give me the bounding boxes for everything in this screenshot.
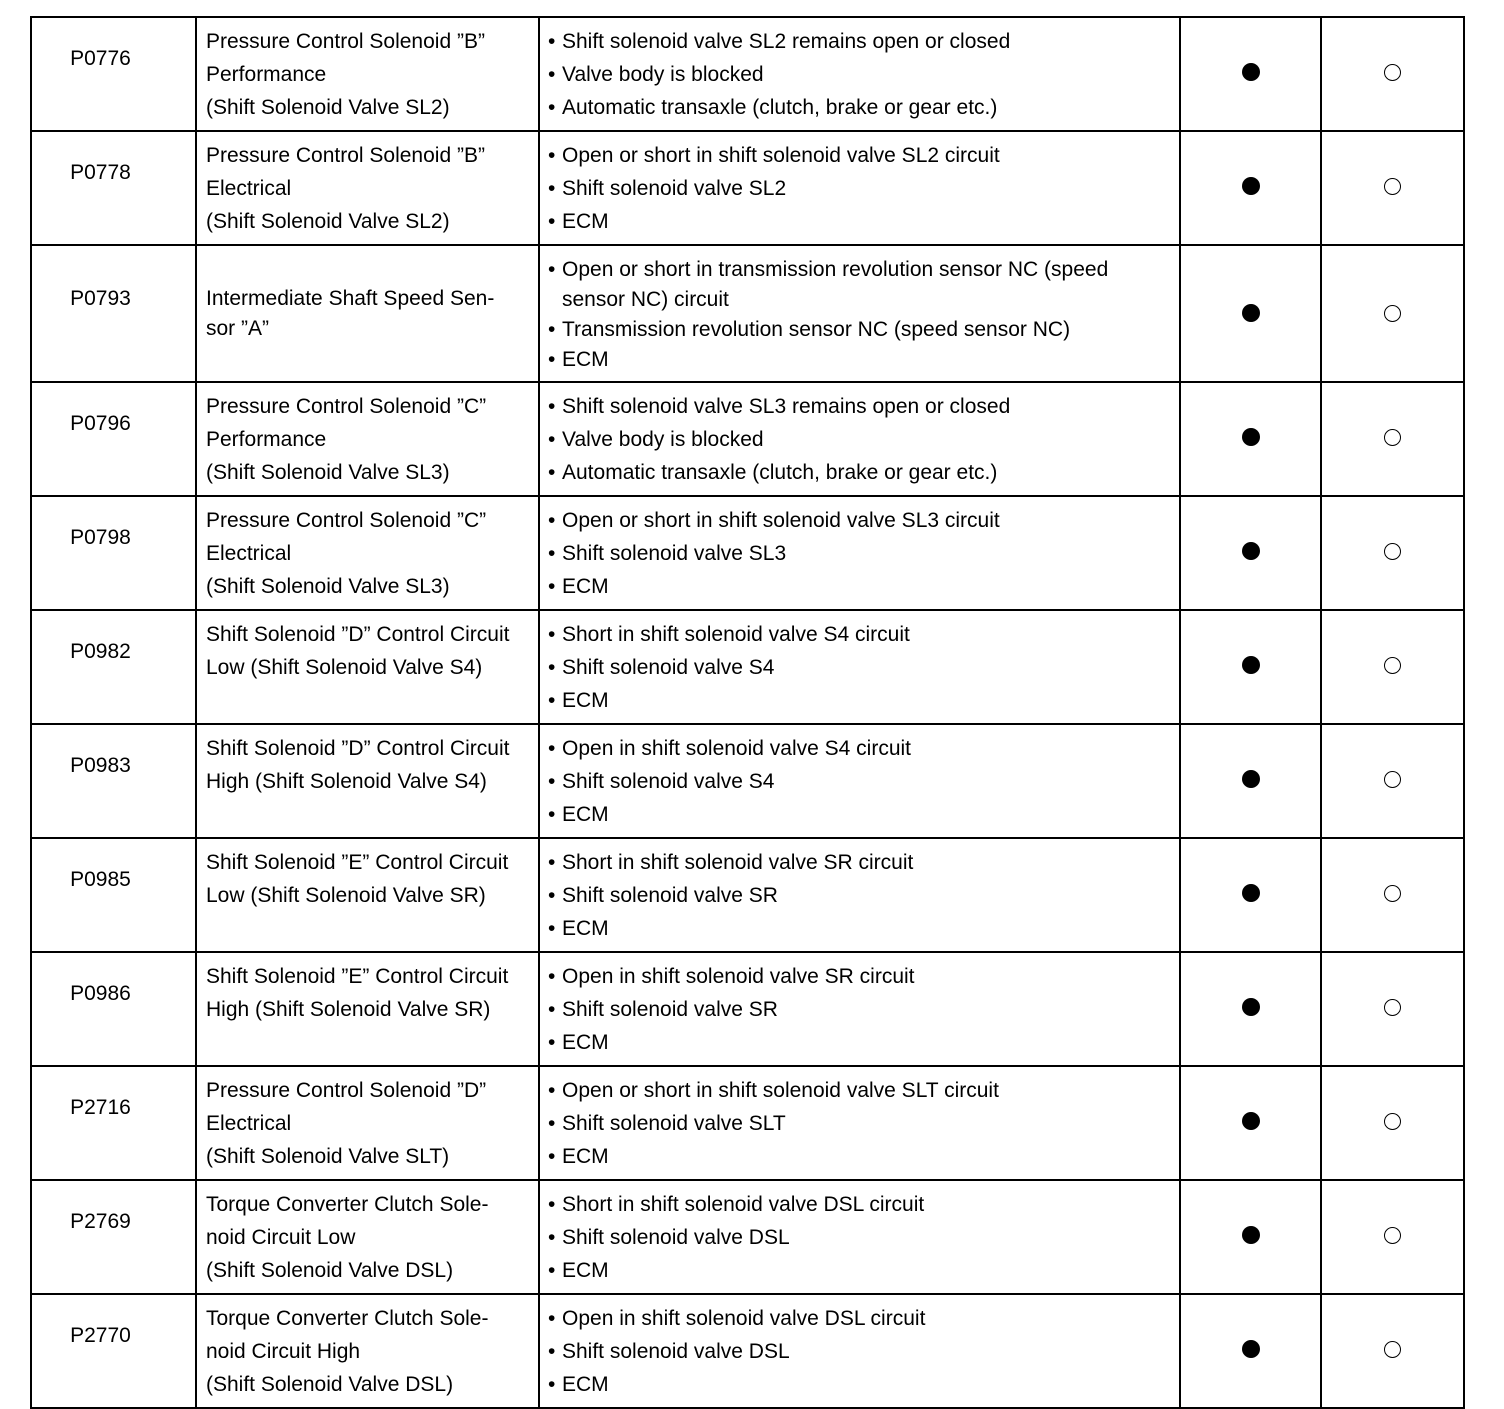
trouble-area xyxy=(539,17,1180,131)
trouble-area-item xyxy=(548,537,1171,570)
trouble-area-text: ECM xyxy=(562,348,609,371)
black-filled-circle-icon xyxy=(1242,1112,1260,1130)
trouble-area-item xyxy=(548,1335,1171,1368)
white-open-circle-icon xyxy=(1384,178,1401,195)
bullet-icon: • xyxy=(548,1226,556,1249)
trouble-area-text: ECM xyxy=(562,689,609,712)
trouble-area-text: Open or short in transmission revolution sensor NC (speed sensor NC) circuit xyxy=(562,258,1109,311)
trouble-area xyxy=(539,838,1180,952)
trouble-area-text: Automatic transaxle (clutch, brake or gear etc.) xyxy=(562,96,998,119)
dtc-code: P0778 xyxy=(31,131,196,245)
detection-item xyxy=(196,1180,539,1294)
trouble-area-text: ECM xyxy=(562,1031,609,1054)
dtc-code: P0986 xyxy=(31,952,196,1066)
memory-cell xyxy=(1321,952,1464,1066)
dtc-code: P0776 xyxy=(31,17,196,131)
bullet-icon: • xyxy=(548,63,556,86)
trouble-area xyxy=(539,496,1180,610)
mil-cell xyxy=(1180,17,1321,131)
trouble-area-text: Valve body is blocked xyxy=(562,428,764,451)
bullet-icon: • xyxy=(548,770,556,793)
detection-item-line: Shift Solenoid ”D” Control Circuit xyxy=(206,623,510,646)
mil-cell xyxy=(1180,1294,1321,1408)
detection-item-line: (Shift Solenoid Valve DSL) xyxy=(206,1373,454,1396)
detection-item-line: Performance xyxy=(206,63,327,86)
white-open-circle-icon xyxy=(1384,429,1401,446)
white-open-circle-icon xyxy=(1384,885,1401,902)
detection-item-line: Pressure Control Solenoid ”B” xyxy=(206,144,485,167)
trouble-area-text: Open in shift solenoid valve S4 circuit xyxy=(562,737,912,760)
trouble-area-item xyxy=(548,1221,1171,1254)
trouble-area-item xyxy=(548,765,1171,798)
table-row xyxy=(31,1294,1464,1408)
bullet-icon: • xyxy=(548,144,556,167)
trouble-area-item xyxy=(548,1368,1171,1401)
table-row xyxy=(31,17,1464,131)
black-filled-circle-icon xyxy=(1242,1226,1260,1244)
detection-item-line: Pressure Control Solenoid ”C” xyxy=(206,395,487,418)
trouble-area-item xyxy=(548,58,1171,91)
memory-cell xyxy=(1321,1180,1464,1294)
bullet-icon: • xyxy=(548,1079,556,1102)
bullet-icon: • xyxy=(548,461,556,484)
trouble-area-text: Shift solenoid valve SL3 remains open or closed xyxy=(562,395,1011,418)
memory-cell xyxy=(1321,610,1464,724)
bullet-icon: • xyxy=(548,30,556,53)
dtc-code: P0982 xyxy=(31,610,196,724)
dtc-code: P0796 xyxy=(31,382,196,496)
trouble-area-text: Open or short in shift solenoid valve SL3 circuit xyxy=(562,509,1000,532)
trouble-area-item xyxy=(548,91,1171,124)
bullet-icon: • xyxy=(548,1193,556,1216)
detection-item-line: Performance xyxy=(206,428,327,451)
trouble-area-text: ECM xyxy=(562,1373,609,1396)
trouble-area-text: Shift solenoid valve SL2 xyxy=(562,177,787,200)
trouble-area-item xyxy=(548,732,1171,765)
detection-item-line: noid Circuit Low xyxy=(206,1226,356,1249)
detection-item-line: (Shift Solenoid Valve SL3) xyxy=(206,461,450,484)
bullet-icon: • xyxy=(548,998,556,1021)
trouble-area-text: Shift solenoid valve S4 xyxy=(562,770,775,793)
detection-item xyxy=(196,610,539,724)
table-row xyxy=(31,610,1464,724)
white-open-circle-icon xyxy=(1384,64,1401,81)
trouble-area-text: ECM xyxy=(562,917,609,940)
detection-item xyxy=(196,1066,539,1180)
trouble-area-text: Short in shift solenoid valve S4 circuit xyxy=(562,623,910,646)
bullet-icon: • xyxy=(548,348,556,371)
trouble-area-text: Shift solenoid valve SR xyxy=(562,884,778,907)
detection-item-line: noid Circuit High xyxy=(206,1340,361,1363)
bullet-icon: • xyxy=(548,1145,556,1168)
black-filled-circle-icon xyxy=(1242,998,1260,1016)
detection-item-line: (Shift Solenoid Valve SL2) xyxy=(206,210,450,233)
trouble-area-item xyxy=(548,618,1171,651)
bullet-icon: • xyxy=(548,884,556,907)
dtc-code: P2716 xyxy=(31,1066,196,1180)
detection-item xyxy=(196,382,539,496)
detection-item xyxy=(196,724,539,838)
trouble-area-text: Transmission revolution sensor NC (speed sensor NC) xyxy=(562,318,1071,341)
trouble-area-item xyxy=(548,651,1171,684)
mil-cell xyxy=(1180,1180,1321,1294)
white-open-circle-icon xyxy=(1384,999,1401,1016)
detection-item-line: Low (Shift Solenoid Valve SR) xyxy=(206,884,486,907)
bullet-icon: • xyxy=(548,1031,556,1054)
trouble-area-item xyxy=(548,1074,1171,1107)
table-row xyxy=(31,245,1464,382)
white-open-circle-icon xyxy=(1384,305,1401,322)
white-open-circle-icon xyxy=(1384,1113,1401,1130)
trouble-area-text: Short in shift solenoid valve SR circuit xyxy=(562,851,914,874)
black-filled-circle-icon xyxy=(1242,656,1260,674)
bullet-icon: • xyxy=(548,689,556,712)
detection-item-line: Pressure Control Solenoid ”C” xyxy=(206,509,487,532)
trouble-area-item xyxy=(548,1188,1171,1221)
trouble-area-item xyxy=(548,205,1171,238)
white-open-circle-icon xyxy=(1384,1227,1401,1244)
trouble-area-text: ECM xyxy=(562,575,609,598)
bullet-icon: • xyxy=(548,1307,556,1330)
bullet-icon: • xyxy=(548,210,556,233)
trouble-area xyxy=(539,610,1180,724)
trouble-area-text: Open or short in shift solenoid valve SLT circuit xyxy=(562,1079,999,1102)
bullet-icon: • xyxy=(548,1259,556,1282)
table-row xyxy=(31,1180,1464,1294)
table-row xyxy=(31,838,1464,952)
trouble-area-text: ECM xyxy=(562,210,609,233)
mil-cell xyxy=(1180,496,1321,610)
trouble-area-item xyxy=(548,879,1171,912)
dtc-code: P0798 xyxy=(31,496,196,610)
trouble-area-text: Valve body is blocked xyxy=(562,63,764,86)
trouble-area-item xyxy=(548,1107,1171,1140)
bullet-icon: • xyxy=(548,851,556,874)
trouble-area-text: Shift solenoid valve SL2 remains open or closed xyxy=(562,30,1011,53)
trouble-area-text: Automatic transaxle (clutch, brake or gear etc.) xyxy=(562,461,998,484)
detection-item xyxy=(196,838,539,952)
memory-cell xyxy=(1321,245,1464,382)
dtc-code: P0983 xyxy=(31,724,196,838)
memory-cell xyxy=(1321,496,1464,610)
mil-cell xyxy=(1180,1066,1321,1180)
black-filled-circle-icon xyxy=(1242,304,1260,322)
detection-item-line: Torque Converter Clutch Sole- xyxy=(206,1307,489,1330)
trouble-area-item xyxy=(548,570,1171,603)
mil-cell xyxy=(1180,610,1321,724)
trouble-area-item xyxy=(548,798,1171,831)
dtc-code: P2769 xyxy=(31,1180,196,1294)
detection-item-line: High (Shift Solenoid Valve S4) xyxy=(206,770,487,793)
trouble-area-item xyxy=(548,25,1171,58)
dtc-code: P0793 xyxy=(31,245,196,382)
trouble-area-text: Open in shift solenoid valve DSL circuit xyxy=(562,1307,926,1330)
detection-item-line: (Shift Solenoid Valve SLT) xyxy=(206,1145,450,1168)
table-row xyxy=(31,131,1464,245)
trouble-area-text: Shift solenoid valve SL3 xyxy=(562,542,787,565)
trouble-area-item xyxy=(548,139,1171,172)
trouble-area-text: Short in shift solenoid valve DSL circuit xyxy=(562,1193,925,1216)
white-open-circle-icon xyxy=(1384,657,1401,674)
bullet-icon: • xyxy=(548,258,556,281)
trouble-area-text: Shift solenoid valve DSL xyxy=(562,1226,790,1249)
trouble-area-item xyxy=(548,846,1171,879)
detection-item xyxy=(196,17,539,131)
detection-item-line: (Shift Solenoid Valve SL3) xyxy=(206,575,450,598)
detection-item-line: Pressure Control Solenoid ”B” xyxy=(206,30,485,53)
mil-cell xyxy=(1180,724,1321,838)
trouble-area-text: Shift solenoid valve S4 xyxy=(562,656,775,679)
detection-item xyxy=(196,131,539,245)
bullet-icon: • xyxy=(548,96,556,119)
trouble-area-item xyxy=(548,423,1171,456)
trouble-area-item xyxy=(548,1254,1171,1287)
detection-item xyxy=(196,952,539,1066)
dtc-table-body xyxy=(31,17,1464,1408)
white-open-circle-icon xyxy=(1384,771,1401,788)
mil-cell xyxy=(1180,131,1321,245)
trouble-area xyxy=(539,131,1180,245)
trouble-area-text: Shift solenoid valve SR xyxy=(562,998,778,1021)
bullet-icon: • xyxy=(548,1112,556,1135)
memory-cell xyxy=(1321,1066,1464,1180)
trouble-area-item xyxy=(548,912,1171,945)
mil-cell xyxy=(1180,952,1321,1066)
table-row xyxy=(31,724,1464,838)
memory-cell xyxy=(1321,17,1464,131)
bullet-icon: • xyxy=(548,575,556,598)
white-open-circle-icon xyxy=(1384,543,1401,560)
black-filled-circle-icon xyxy=(1242,1340,1260,1358)
bullet-icon: • xyxy=(548,623,556,646)
table-row xyxy=(31,382,1464,496)
bullet-icon: • xyxy=(548,428,556,451)
trouble-area-text: Shift solenoid valve DSL xyxy=(562,1340,790,1363)
detection-item-line: Shift Solenoid ”E” Control Circuit xyxy=(206,965,509,988)
dtc-code: P0985 xyxy=(31,838,196,952)
table-row xyxy=(31,496,1464,610)
mil-cell xyxy=(1180,838,1321,952)
bullet-icon: • xyxy=(548,318,556,341)
trouble-area-item xyxy=(548,1302,1171,1335)
mil-cell xyxy=(1180,382,1321,496)
trouble-area-item xyxy=(548,255,1171,315)
trouble-area-text: ECM xyxy=(562,1145,609,1168)
trouble-area-text: ECM xyxy=(562,803,609,826)
black-filled-circle-icon xyxy=(1242,884,1260,902)
dtc-code: P2770 xyxy=(31,1294,196,1408)
dtc-table xyxy=(30,16,1465,1409)
trouble-area xyxy=(539,952,1180,1066)
bullet-icon: • xyxy=(548,1340,556,1363)
bullet-icon: • xyxy=(548,177,556,200)
trouble-area-item xyxy=(548,1026,1171,1059)
trouble-area xyxy=(539,245,1180,382)
bullet-icon: • xyxy=(548,1373,556,1396)
memory-cell xyxy=(1321,382,1464,496)
detection-item-line: Intermediate Shaft Speed Sen- xyxy=(206,287,495,310)
detection-item-line: Electrical xyxy=(206,542,292,565)
bullet-icon: • xyxy=(548,917,556,940)
memory-cell xyxy=(1321,131,1464,245)
trouble-area-item xyxy=(548,1140,1171,1173)
detection-item-line: Electrical xyxy=(206,177,292,200)
table-row xyxy=(31,1066,1464,1180)
detection-item-line: High (Shift Solenoid Valve SR) xyxy=(206,998,491,1021)
detection-item xyxy=(196,245,539,382)
trouble-area-item xyxy=(548,172,1171,205)
trouble-area-item xyxy=(548,345,1171,375)
trouble-area-item xyxy=(548,684,1171,717)
trouble-area-item xyxy=(548,504,1171,537)
memory-cell xyxy=(1321,838,1464,952)
black-filled-circle-icon xyxy=(1242,542,1260,560)
trouble-area-item xyxy=(548,456,1171,489)
trouble-area-item xyxy=(548,390,1171,423)
detection-item-line: (Shift Solenoid Valve DSL) xyxy=(206,1259,454,1282)
detection-item-line: Low (Shift Solenoid Valve S4) xyxy=(206,656,483,679)
trouble-area-item xyxy=(548,315,1171,345)
detection-item-line: Torque Converter Clutch Sole- xyxy=(206,1193,489,1216)
trouble-area xyxy=(539,1294,1180,1408)
bullet-icon: • xyxy=(548,965,556,988)
detection-item-line: Shift Solenoid ”E” Control Circuit xyxy=(206,851,509,874)
black-filled-circle-icon xyxy=(1242,63,1260,81)
memory-cell xyxy=(1321,724,1464,838)
memory-cell xyxy=(1321,1294,1464,1408)
table-row xyxy=(31,952,1464,1066)
black-filled-circle-icon xyxy=(1242,177,1260,195)
detection-item-line: Pressure Control Solenoid ”D” xyxy=(206,1079,487,1102)
bullet-icon: • xyxy=(548,803,556,826)
bullet-icon: • xyxy=(548,542,556,565)
detection-item-line: Electrical xyxy=(206,1112,292,1135)
bullet-icon: • xyxy=(548,656,556,679)
trouble-area-item xyxy=(548,960,1171,993)
white-open-circle-icon xyxy=(1384,1341,1401,1358)
trouble-area-text: Open in shift solenoid valve SR circuit xyxy=(562,965,915,988)
black-filled-circle-icon xyxy=(1242,770,1260,788)
bullet-icon: • xyxy=(548,509,556,532)
bullet-icon: • xyxy=(548,395,556,418)
detection-item-line: (Shift Solenoid Valve SL2) xyxy=(206,96,450,119)
trouble-area xyxy=(539,1066,1180,1180)
black-filled-circle-icon xyxy=(1242,428,1260,446)
trouble-area xyxy=(539,382,1180,496)
trouble-area-text: Open or short in shift solenoid valve SL2 circuit xyxy=(562,144,1000,167)
trouble-area-text: Shift solenoid valve SLT xyxy=(562,1112,786,1135)
trouble-area-item xyxy=(548,993,1171,1026)
detection-item xyxy=(196,1294,539,1408)
detection-item-line: sor ”A” xyxy=(206,317,269,340)
trouble-area-text: ECM xyxy=(562,1259,609,1282)
detection-item xyxy=(196,496,539,610)
trouble-area xyxy=(539,724,1180,838)
mil-cell xyxy=(1180,245,1321,382)
trouble-area xyxy=(539,1180,1180,1294)
bullet-icon: • xyxy=(548,737,556,760)
detection-item-line: Shift Solenoid ”D” Control Circuit xyxy=(206,737,510,760)
